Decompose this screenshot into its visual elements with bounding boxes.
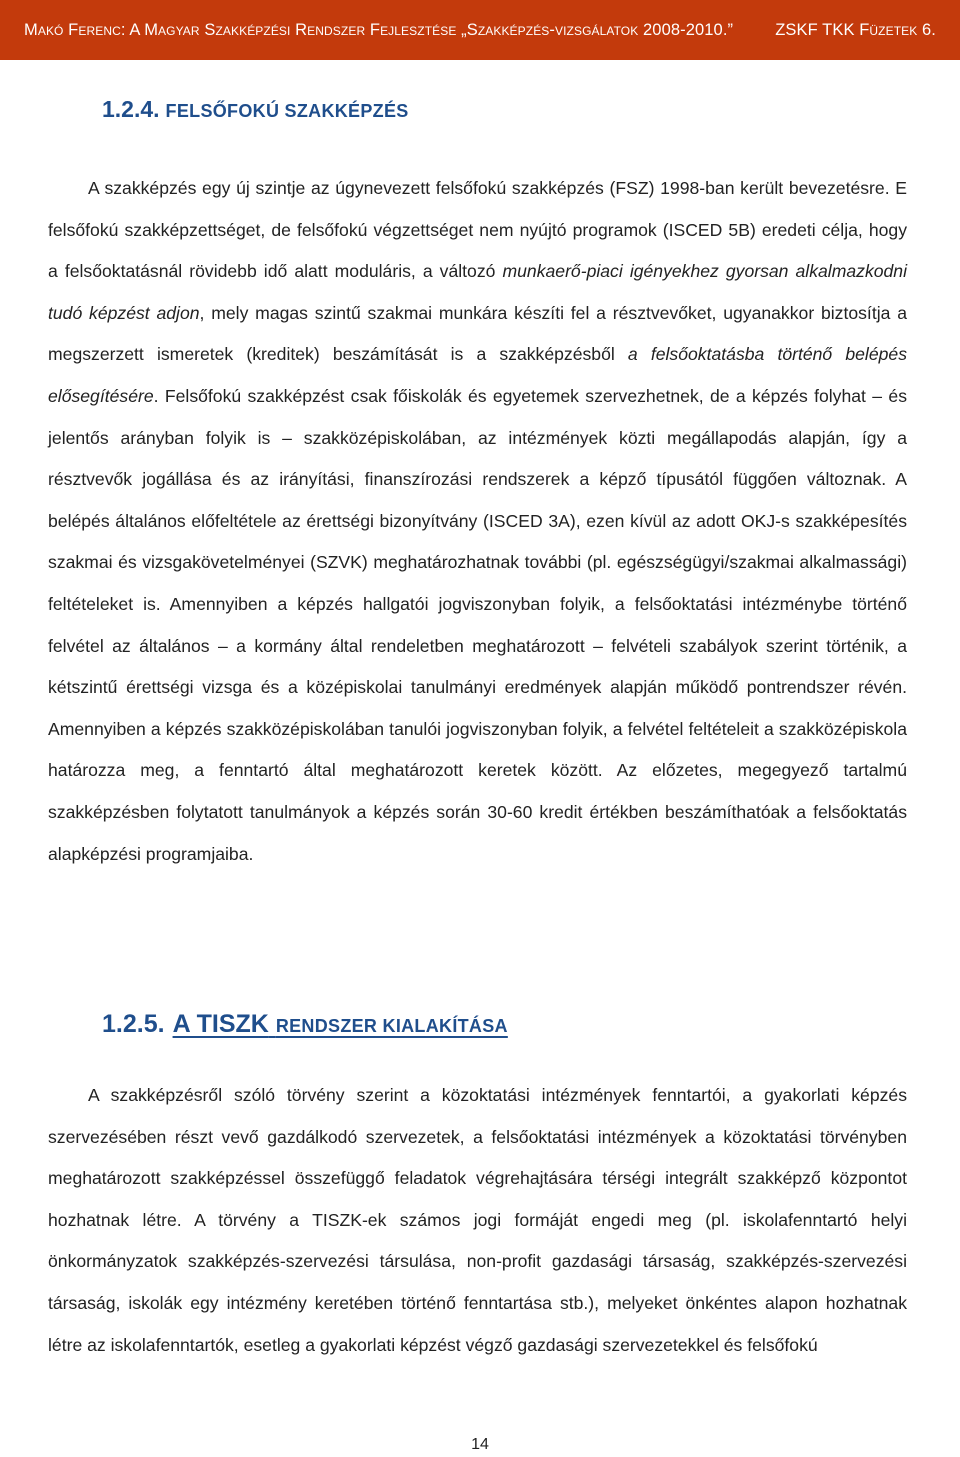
body-paragraph-1 bbox=[48, 168, 907, 875]
header-series: ZSKF TKK Füzetek 6. bbox=[775, 20, 936, 39]
text-run: , mely magas szintű szakmai munkára készíti fel a résztvevőket, ugyanakkor biztosítja a megszerzett ismeretek (kreditek) beszámítását is a szakképzésből bbox=[48, 302, 907, 365]
body-paragraph-2: A szakképzésről szóló törvény szerint a közoktatási intézmények fenntartói, a gyakorlati képzés szervezésében részt vevő gazdálkodó szervezetek, a felsőoktatási intézmények a közoktatási törvényben meghatározott szakképzéssel összefüggő feladatok végrehajtására térségi integrált szakképző központot hozhatnak létre. A törvény a TISZK-ek számos jogi formáját engedi meg (pl. iskolafenntartó helyi önkormányzatok szakképzés-szervezési társulása, non-profit gazdasági társaság, szakképzés-szervezési társaság, iskolák egy intézmény keretében történő fenntartása stb.), melyeket önkéntes alapon hozhatnak létre az iskolafenntartók, esetleg a gyakorlati képzést végző gazdasági szervezetekkel és felsőfokú bbox=[48, 1085, 907, 1355]
section-title: FELSŐFOKÚ SZAKKÉPZÉS bbox=[165, 101, 409, 121]
section-title-part: A TISZK bbox=[172, 1010, 269, 1038]
page-number: 14 bbox=[471, 1436, 489, 1453]
text-run: A szakképzés egy új szintje az úgynevezett felsőfokú szakképzés (FSZ) 1998-ban került bevezetésre. E felsőfokú szakképzettséget, de felsőfokú végzettséget nem nyújtó programok (ISCED 5B) eredeti célja, hogy a felsőoktatásnál rövidebb idő alatt moduláris, a változó bbox=[48, 178, 907, 282]
section-number: 1.2.5. bbox=[102, 1010, 165, 1038]
section-title-part: RENDSZER KIALAKÍTÁSA bbox=[275, 1016, 508, 1036]
header-title: Makó Ferenc: A Magyar Szakképzési Rendszer Fejlesztése „Szakképzés-vizsgálatok 2008-2010.” bbox=[24, 20, 734, 39]
section-heading-1-2-4 bbox=[102, 96, 409, 123]
section-title bbox=[173, 1010, 508, 1038]
italic-run: munkaerő-piaci igényekhez gyorsan alkalmazkodni tudó képzést adjon bbox=[48, 261, 907, 323]
text-run: . Felsőfokú szakképzést csak főiskolák és egyetemek szervezhetnek, de a képzés folyhat – és jelentős arányban folyik is – szakközépiskolában, az intézmények közti megállapodás alapján, így a résztvevők jogállása és az irányítási, finanszírozási rendszerek a képző típusától függően változnak. A belépés általános előfeltétele az érettségi bizonyítvány (ISCED 3A), ezen kívül az adott OKJ-s szakképesítés szakmai és vizsgakövetelményei (SZVK) meghatározhatnak további (pl. egészségügyi/szakmai alkalmassági) feltételeket is. Amennyiben a képzés hallgatói jogviszonyban folyik, a felsőoktatási intézménybe történő felvétel az általános – a kormány által rendeletben meghatározott – felvételi szabályok szerint történik, a kétszintű érettségi vizsga és a középiskolai tanulmányi eredmények alapján működő pontrendszer révén. Amennyiben a képzés szakközépiskolában tanulói jogviszonyban folyik, a felvétel feltételeit a szakközépiskola határozza meg, a fenntartó által meghatározott keretek között. Az előzetes, megegyező tartalmú szakképzésben folytatott tanulmányok a képzés során 30-60 kredit értékben beszámíthatóak a felsőoktatás alapképzési programjaiba. bbox=[48, 385, 907, 864]
italic-run: a felsőoktatásba történő belépés elősegítésére bbox=[48, 344, 907, 406]
section-heading-1-2-5 bbox=[102, 1010, 508, 1039]
running-header bbox=[0, 0, 960, 60]
section-number: 1.2.4. bbox=[102, 96, 160, 122]
